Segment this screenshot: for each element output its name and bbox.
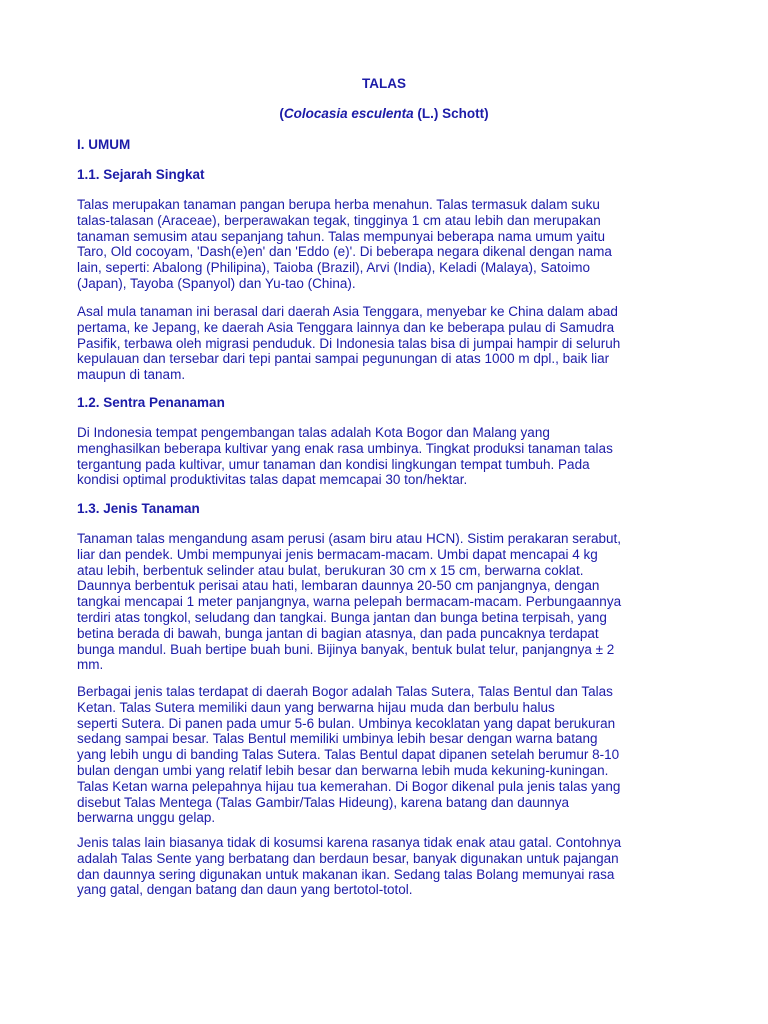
text-line: betina berada di bawah, bunga jantan di bagian atasnya, dan pada puncaknya terdapat [77,625,599,641]
document-subtitle [0,106,768,122]
text-line: terdiri atas tongkol, seludang dan tangkai. Bunga jantan dan bunga betina terpisah, yang [77,609,607,625]
text-line: Jenis talas lain biasanya tidak di kosumsi karena rasanya tidak enak atau gatal. Contohnya [77,835,622,850]
text-line: Ketan. Talas Sutera memiliki daun yang berwarna hijau muda dan berbulu halus [77,699,555,715]
subsection-heading-jenis: 1.3. Jenis Tanaman [77,501,200,516]
text-line: seperti Sutera. Di panen pada umur 5-6 bulan. Umbinya kecoklatan yang dapat berukuran [77,715,616,731]
text-line: Taro, Old cocoyam, 'Dash(e)en' dan 'Eddo (e)'. Di beberapa negara dikenal dengan nama [77,244,612,260]
text-line: berwarna unggu gelap. [77,810,216,826]
text-line: lain, seperti: Abalong (Philipina), Taioba (Brazil), Arvi (India), Keladi (Malaya), Satoimo [77,260,590,276]
paragraph-asal-mula [77,304,709,383]
text-line: talas-talasan (Araceae), berperawakan tegak, tingginya 1 cm atau lebih dan merupakan [77,212,601,228]
text-line: disebut Talas Mentega (Talas Gambir/Talas Hideung), karena batang dan daunnya [77,794,570,810]
text-line: sedang sampai besar. Talas Bentul memiliki umbinya lebih besar dengan warna batang [77,731,598,747]
text-line: liar dan pendek. Umbi mempunyai jenis bermacam-macam. Umbi dapat mencapai 4 kg [77,546,598,562]
subtitle-open: ( [279,106,284,121]
text-line: tergantung pada kultivar, umur tanaman dan kondisi lingkungan tempat tumbuh. Pada [77,456,590,472]
paragraph-jenis-2 [77,684,709,826]
text-line: kondisi optimal produktivitas talas dapat memcapai 30 ton/hektar. [77,472,468,488]
text-line: tangkai mencapai 1 meter panjangnya, warna pelepah bermacam-macam. Perbungaannya [77,594,622,610]
subsection-heading-sejarah: 1.1. Sejarah Singkat [77,167,205,182]
subsection-heading-sentra: 1.2. Sentra Penanaman [77,395,225,410]
subtitle-author: (L.) Schott) [413,106,489,121]
text-line: pertama, ke Jepang, ke daerah Asia Tenggara lainnya dan ke beberapa pulau di Samudra [77,319,615,335]
text-line: (Japan), Tayoba (Spanyol) dan Yu-tao (China). [77,275,356,291]
species-name: Colocasia esculenta [283,106,414,121]
text-line: bunga mandul. Buah bertipe buah buni. Bijinya banyak, bentuk bulat telur, panjangnya ± 2 [77,641,615,657]
text-line: kepulauan dan tersebar dari tepi pantai sampai pegunungan di atas 1000 m dpl., baik liar [77,351,610,367]
document-title: TALAS [362,76,406,91]
text-line: Asal mula tanaman ini berasal dari daerah Asia Tenggara, menyebar ke China dalam abad [77,304,618,319]
section-heading-umum: I. UMUM [77,137,131,152]
text-line: Berbagai jenis talas terdapat di daerah Bogor adalah Talas Sutera, Talas Bentul dan Talas [77,684,613,699]
paragraph-jenis-3 [77,835,709,898]
text-line: Daunnya berbentuk perisai atau hati, lembaran daunnya 20-50 cm panjangnya, dengan [77,578,600,594]
text-line: maupun di tanam. [77,367,186,383]
text-line: dan daunnya sering digunakan untuk makanan ikan. Sedang talas Bolang memunyai rasa [77,866,615,882]
paragraph-jenis-1 [77,531,709,673]
text-line: Talas Ketan warna pelepahnya hijau tua kemerahan. Di Bogor dikenal pula jenis talas yang [77,778,621,794]
text-line: adalah Talas Sente yang berbatang dan berdaun besar, banyak digunakan untuk pajangan [77,850,619,866]
text-line: atau lebih, berbentuk selinder atau bulat, berukuran 30 cm x 15 cm, berwarna coklat. [77,562,584,578]
text-line: yang lebih ungu di banding Talas Sutera. Talas Bentul dapat dipanen setelah berumur 8-10 [77,747,620,763]
text-line: Talas merupakan tanaman pangan berupa herba menahun. Talas termasuk dalam suku [77,197,600,212]
text-line: yang gatal, dengan batang dan daun yang bertotol-totol. [77,882,413,898]
text-line: Di Indonesia tempat pengembangan talas adalah Kota Bogor dan Malang yang [77,425,550,440]
text-line: bulan dengan umbi yang relatif lebih besar dan berwarna lebih muda kekuning-kuningan. [77,762,609,778]
text-line: menghasilkan beberapa kultivar yang enak rasa umbinya. Tingkat produksi tanaman talas [77,440,613,456]
paragraph-sejarah [77,197,709,292]
text-line: Tanaman talas mengandung asam perusi (asam biru atau HCN). Sistim perakaran serabut, [77,531,622,546]
text-line: tanaman semusim atau sepanjang tahun. Talas mempunyai beberapa nama umum yaitu [77,228,606,244]
text-line: Pasifik, terbawa oleh migrasi penduduk. Di Indonesia talas bisa di jumpai hampir di seluruh [77,335,621,351]
text-line: mm. [77,657,104,673]
paragraph-sentra [77,425,709,488]
